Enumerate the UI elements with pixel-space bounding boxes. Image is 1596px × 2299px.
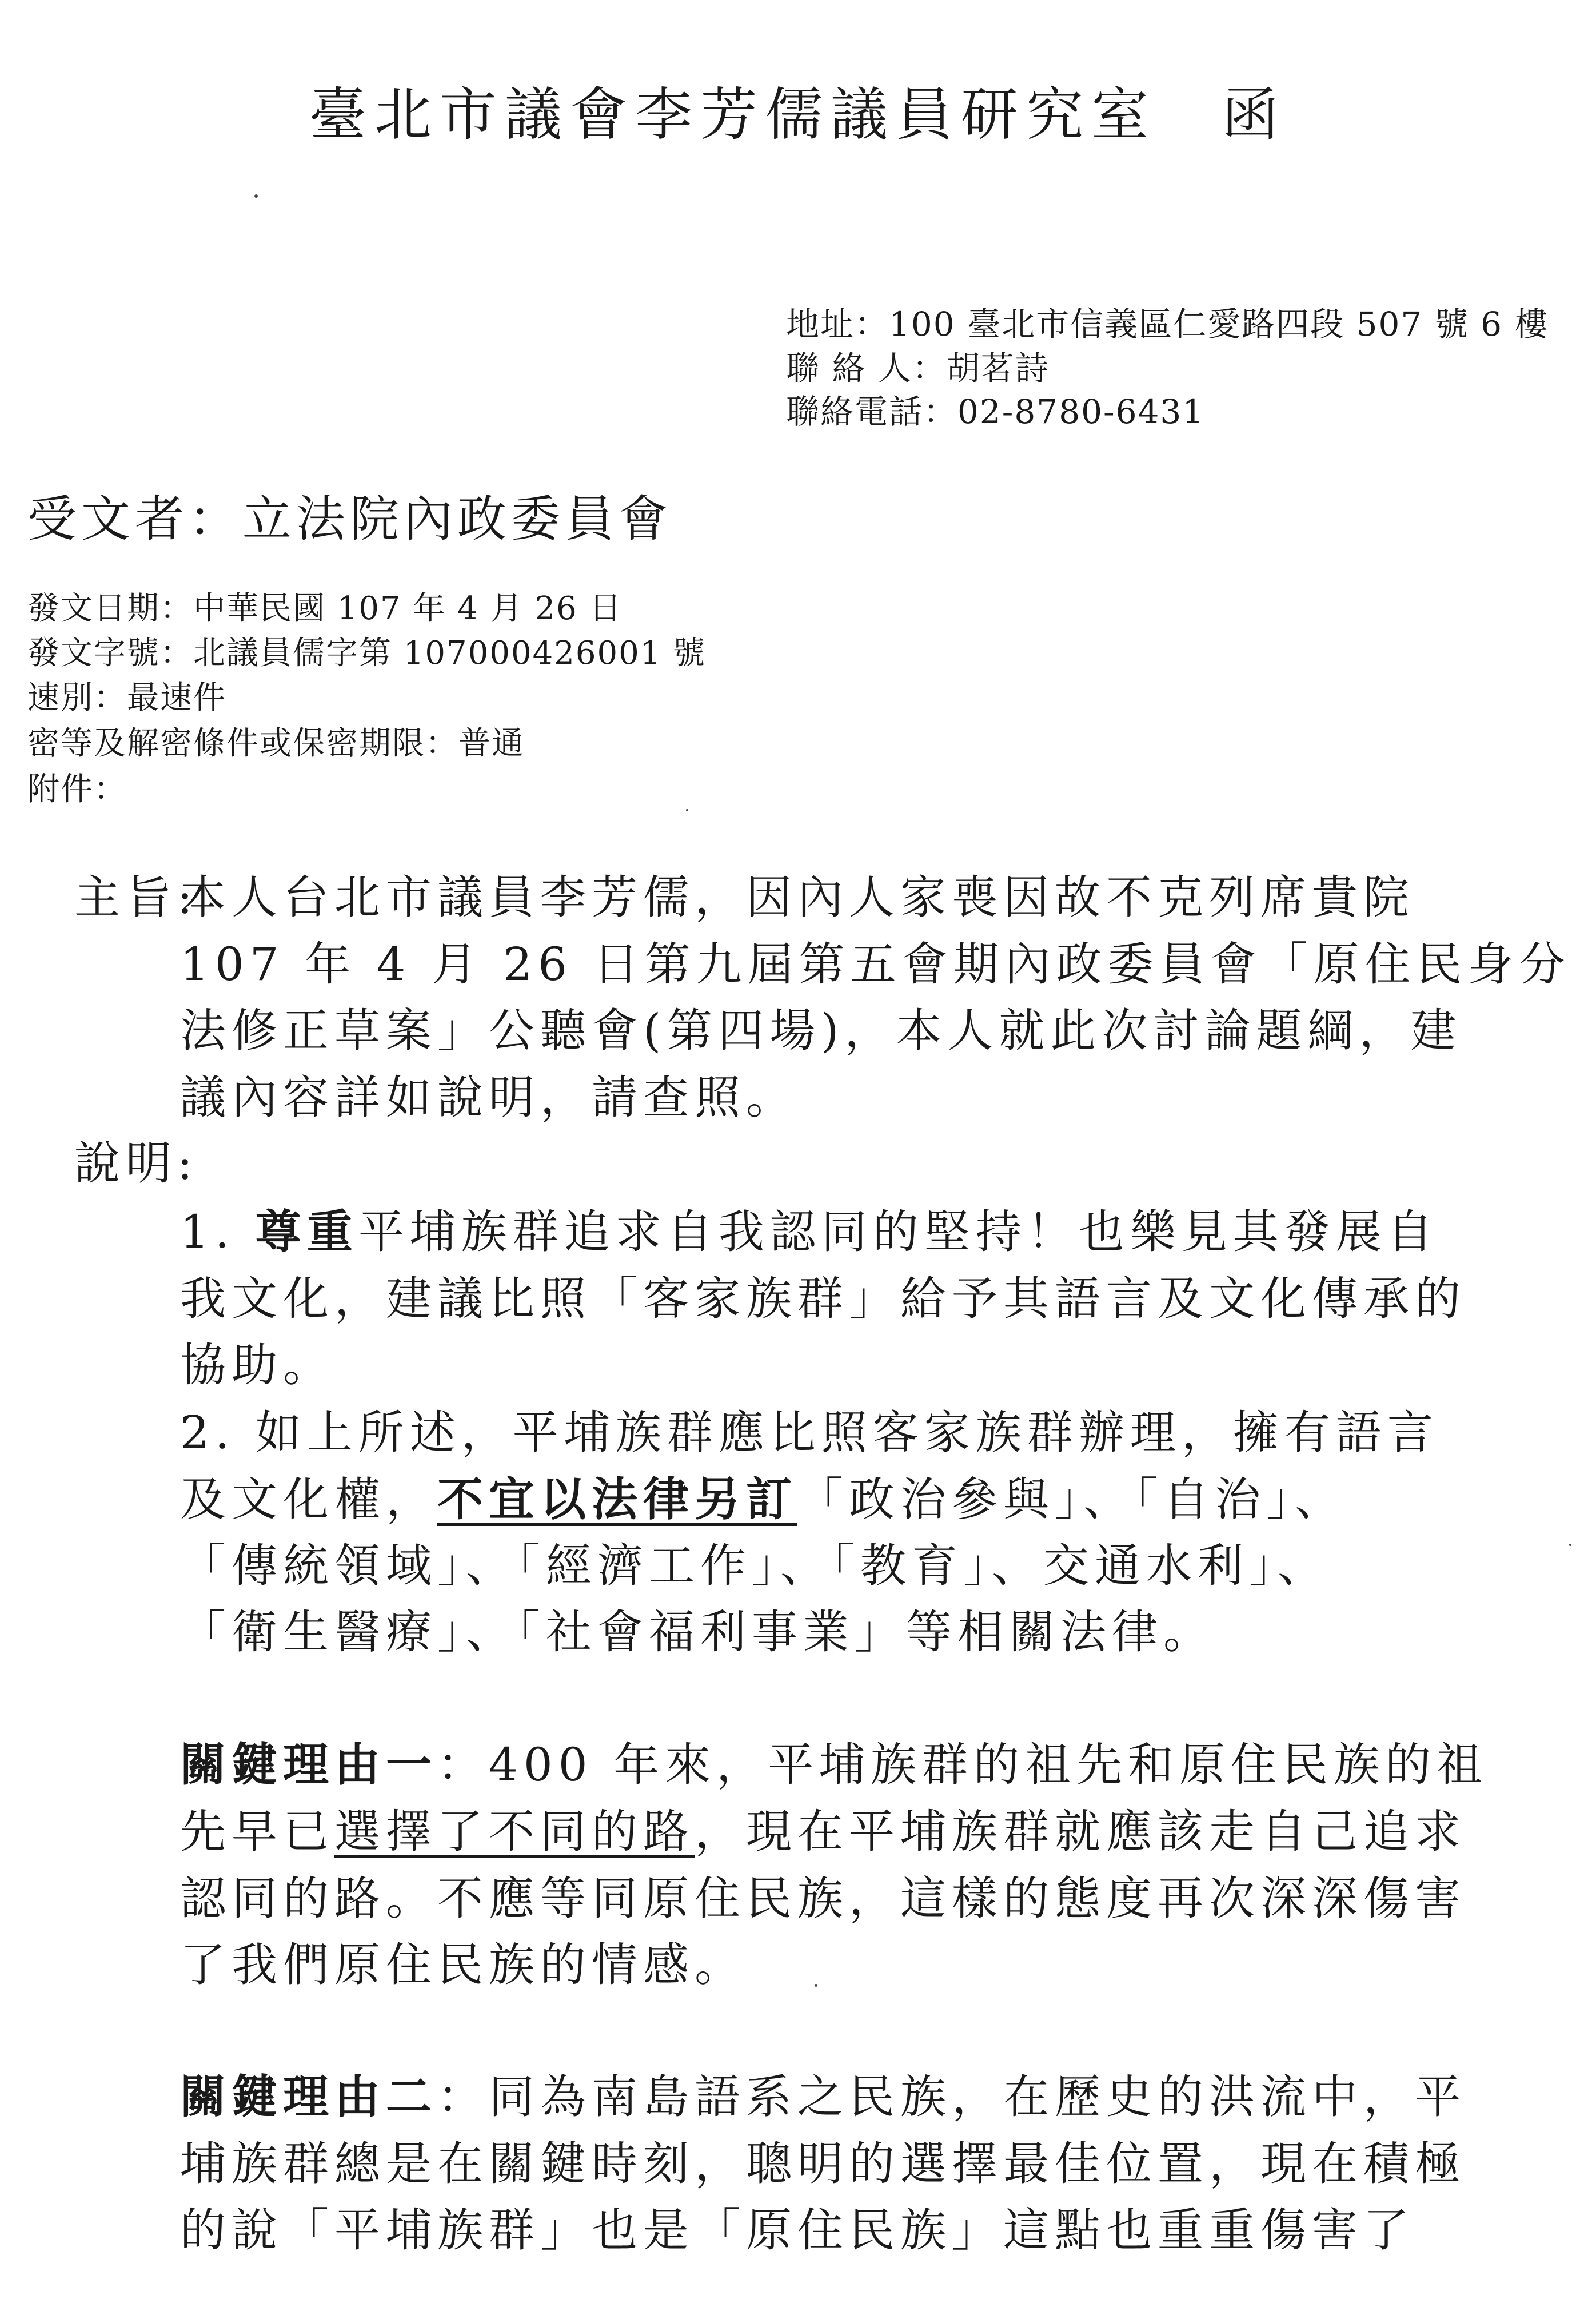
phone-line: 聯絡電話：02-8780-6431 xyxy=(786,392,1205,431)
speed-line: 速別：最速件 xyxy=(27,679,226,716)
reason-1-line-2 xyxy=(180,1795,1466,1860)
issue-date-line: 發文日期：中華民國 107 年 4 月 26 日 xyxy=(27,590,623,627)
item-1-line-1 xyxy=(180,1195,1439,1261)
item-2-text-post: 「政治參與」、「自治」、 xyxy=(797,1473,1346,1526)
address-line: 地址：100 臺北市信義區仁愛路四段 507 號 6 樓 xyxy=(786,305,1549,344)
item-1-text: 平埔族群追求自我認同的堅持！也樂見其發展自 xyxy=(358,1205,1439,1258)
recipient-line: 受文者：立法院內政委員會 xyxy=(27,491,672,548)
reason-1-text: ：400 年來，平埔族群的祖先和原住民族的祖 xyxy=(437,1738,1489,1791)
doc-number-line: 發文字號：北議員儒字第 107000426001 號 xyxy=(27,635,707,672)
scan-speck xyxy=(815,1984,817,1987)
reason-2-line-3: 的說「平埔族群」也是「原住民族」這點也重重傷害了 xyxy=(180,2204,1415,2257)
reason-1-text-pre: 先早已 xyxy=(180,1805,334,1858)
scan-speck xyxy=(254,194,258,198)
contact-person-line: 聯 絡 人：胡茗詩 xyxy=(786,349,1050,388)
attachment-line: 附件： xyxy=(27,771,127,808)
scan-speck xyxy=(686,809,688,811)
subject-line-2: 107 年 4 月 26 日第九屆第五會期內政委員會「原住民身分 xyxy=(180,938,1571,991)
item-1-number: 1. xyxy=(180,1205,256,1258)
item-2-line-3: 「傳統領域」、「經濟工作」、「教育」、交通水利」、 xyxy=(180,1539,1329,1592)
reason-2-label: 關鍵理由二 xyxy=(180,2070,437,2123)
reason-2-text: ：同為南島語系之民族，在歷史的洪流中，平 xyxy=(437,2070,1466,2123)
reason-1-line-4: 了我們原住民族的情感。 xyxy=(180,1938,746,1991)
reason-1-underlined: 選擇了不同的路 xyxy=(334,1805,695,1858)
reason-2-line-1 xyxy=(180,2060,1466,2126)
item-2-line-1: 2. 如上所述，平埔族群應比照客家族群辦理，擁有語言 xyxy=(180,1406,1439,1459)
security-line: 密等及解密條件或保密期限：普通 xyxy=(27,725,525,762)
subject-line-4: 議內容詳如說明，請查照。 xyxy=(180,1071,797,1124)
item-2-text-pre: 及文化權， xyxy=(180,1473,437,1526)
item-1-line-3: 協助。 xyxy=(180,1338,334,1392)
item-2-line-2 xyxy=(180,1463,1346,1528)
reason-1-text-post: ，現在平埔族群就應該走自己追求 xyxy=(695,1805,1466,1858)
subject-line-1: 本人台北市議員李芳儒，因內人家喪因故不克列席貴院 xyxy=(180,871,1415,924)
subject-label: 主旨: xyxy=(74,871,198,924)
reason-2-line-2: 埔族群總是在關鍵時刻，聰明的選擇最佳位置，現在積極 xyxy=(180,2137,1466,2190)
explanation-label: 說明: xyxy=(74,1137,198,1190)
item-2-underlined-emphasis: 不宜以法律另訂 xyxy=(437,1472,797,1526)
item-1-line-2: 我文化，建議比照「客家族群」給予其語言及文化傳承的 xyxy=(180,1272,1466,1325)
reason-1-line-3: 認同的路。不應等同原住民族，這樣的態度再次深深傷害 xyxy=(180,1872,1466,1925)
item-1-emphasis: 尊重 xyxy=(255,1205,358,1258)
reason-1-line-1 xyxy=(180,1728,1488,1794)
scan-speck xyxy=(1569,1544,1571,1546)
item-2-line-4: 「衛生醫療」、「社會福利事業」等相關法律。 xyxy=(180,1605,1215,1659)
subject-line-3: 法修正草案」公聽會(第四場)，本人就此次討論題綱，建 xyxy=(180,1004,1462,1057)
letter-title: 臺北市議會李芳儒議員研究室 函 xyxy=(309,81,1287,148)
reason-1-label: 關鍵理由一 xyxy=(180,1738,437,1791)
